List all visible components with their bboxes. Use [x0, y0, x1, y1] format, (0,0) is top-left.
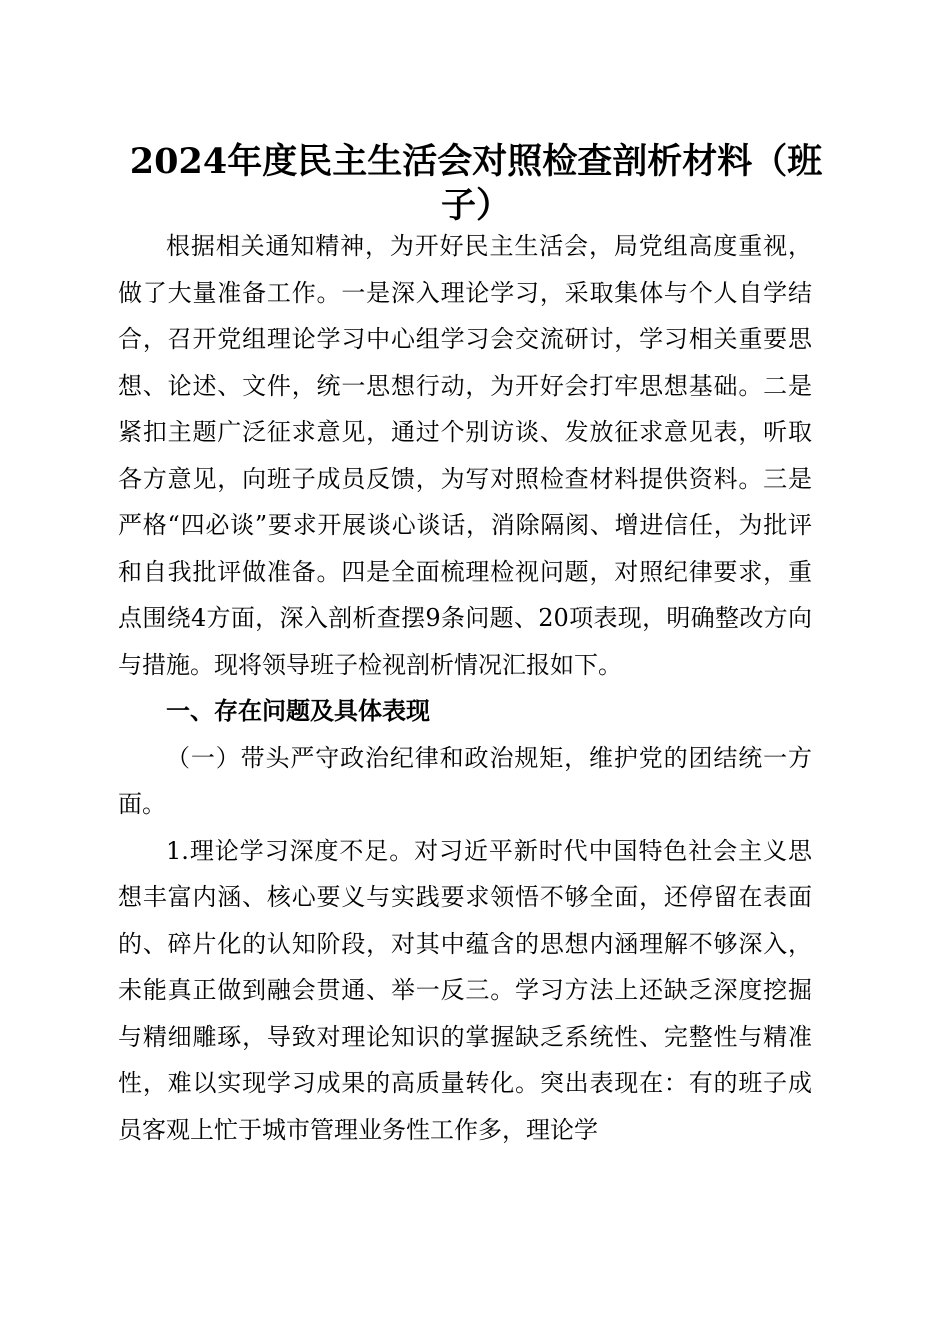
subsection-heading: （一）带头严守政治纪律和政治规矩，维护党的团结统一方面。	[118, 743, 812, 818]
intro-paragraph: 根据相关通知精神，为开好民主生活会，局党组高度重视，做了大量准备工作。一是深入理论学习，采取集体与个人自学结合，召开党组理论学习中心组学习会交流研讨，学习相关重要思想、论述、文件，统一思想行动，为开好会打牢思想基础。二是紧扣主题广泛征求意见，通过个别访谈、发放征求意见表，听取各方意见，向班子成员反馈，为写对照检查材料提供资料。三是严格“四必谈”要求开展谈心谈话，消除隔阂、增进信任，为批评和自我批评做准备。四是全面梳理检视问题，对照纪律要求，重点围绕4方面，深入剖析查摆9条问题、20项表现，明确整改方向与措施。现将领导班子检视剖析情况汇报如下。	[118, 232, 812, 679]
body-paragraph: 1.理论学习深度不足。对习近平新时代中国特色社会主义思想丰富内涵、核心要义与实践要求领悟不够全面，还停留在表面的、碎片化的认知阶段，对其中蕴含的思想内涵理解不够深入，未能真正做到融会贯通、举一反三。学习方法上还缺乏深度挖掘与精细雕琢，导致对理论知识的掌握缺乏系统性、完整性与精准性，难以实现学习成果的高质量转化。突出表现在：有的班子成员客观上忙于城市管理业务性工作多，理论学	[118, 836, 812, 1144]
section-heading: 一、存在问题及具体表现	[166, 697, 430, 725]
document-body	[118, 223, 812, 1153]
document-title: 2024年度民主生活会对照检查剖析材料（班子）	[129, 141, 823, 226]
